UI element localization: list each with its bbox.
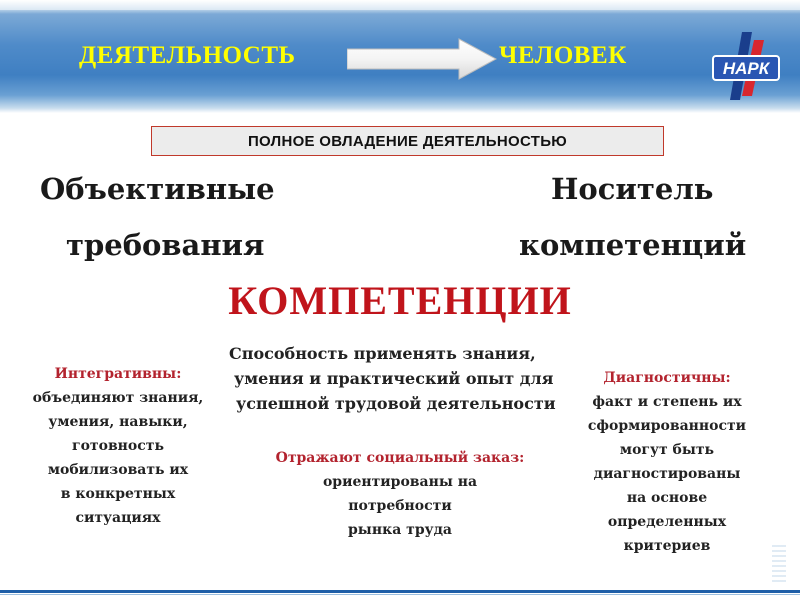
left-column-line: объединяют знания,: [32, 390, 204, 406]
corner-decoration: [772, 545, 786, 585]
right-column-heading: Диагностичны:: [603, 370, 731, 386]
right-column-line: диагностированы: [593, 466, 741, 482]
center-column-line: рынка труда: [348, 522, 452, 538]
center-column-line: ориентированы на: [322, 474, 478, 490]
logo-text: НАРК: [722, 59, 770, 78]
right-arrow-icon: [347, 38, 497, 80]
right-column-line: сформированности: [587, 418, 747, 434]
header-top-band: [0, 0, 800, 10]
title-box: ПОЛНОЕ ОВЛАДЕНИЕ ДЕЯТЕЛЬНОСТЬЮ: [151, 126, 664, 156]
right-column-line: на основе: [626, 490, 708, 506]
right-column: [574, 366, 760, 558]
header-right-word: ЧЕЛОВЕК: [499, 42, 627, 69]
main-word: КОМПЕТЕНЦИИ: [228, 278, 572, 323]
bottom-rule-thin: [0, 594, 800, 595]
bottom-rule: [0, 590, 800, 593]
left-column-line: мобилизовать их: [47, 462, 189, 478]
left-column-line: ситуациях: [75, 510, 161, 526]
header-banner: [0, 0, 800, 113]
left-column: [18, 362, 218, 530]
left-column-heading: Интегративны:: [54, 366, 182, 382]
left-heading-line2: требования: [66, 228, 265, 262]
left-heading-line1: Объективные: [40, 172, 275, 206]
left-column-line: умения, навыки,: [48, 414, 188, 430]
right-heading-line1: Носитель: [551, 172, 714, 206]
header-left-word: ДЕЯТЕЛЬНОСТЬ: [79, 42, 296, 69]
definition-line2: умения и практический опыт для: [234, 369, 554, 388]
center-column: [250, 446, 550, 542]
right-column-line: определенных: [607, 514, 727, 530]
right-column-line: критериев: [623, 538, 711, 554]
right-column-line: факт и степень их: [592, 394, 742, 410]
left-column-line: в конкретных: [60, 486, 176, 502]
definition-line1: Способность применять знания,: [229, 344, 536, 363]
right-column-line: могут быть: [619, 442, 715, 458]
center-column-heading: Отражают социальный заказ:: [275, 450, 525, 466]
nark-logo: [712, 30, 780, 102]
definition-block: [222, 341, 582, 416]
right-heading-line2: компетенций: [519, 228, 747, 262]
center-column-line: потребности: [348, 498, 452, 514]
left-column-line: готовность: [72, 438, 164, 454]
definition-line3: успешной трудовой деятельности: [236, 394, 556, 413]
